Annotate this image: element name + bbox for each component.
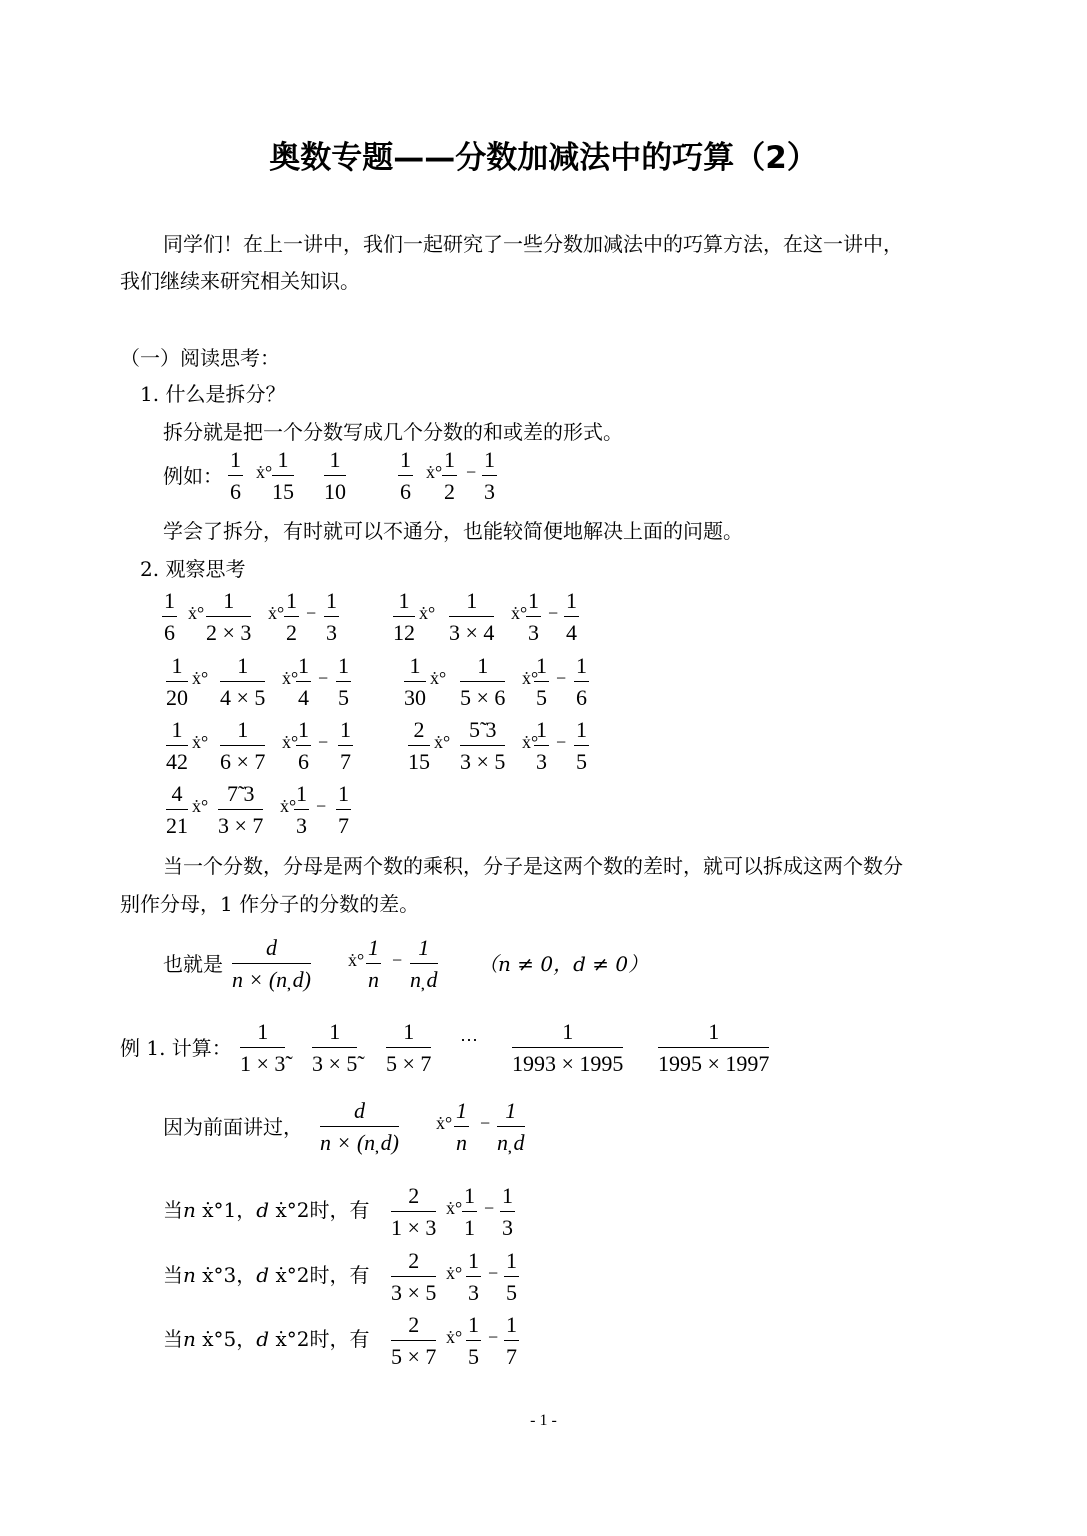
- operator: −: [488, 1327, 499, 1347]
- section-heading: （一）阅读思考：: [120, 346, 280, 370]
- when-row-3: 当n ẋ°5，d ẋ°2时，有: [163, 1327, 370, 1351]
- fraction-bar: [220, 681, 265, 682]
- fraction: [504, 1249, 519, 1305]
- fraction-bar: [272, 475, 294, 476]
- numerator: 1: [466, 588, 478, 613]
- page-title: 奥数专题——分数加减法中的巧算（2）: [269, 140, 818, 176]
- numerator: 7̃ 3: [226, 781, 255, 806]
- denominator: 5: [506, 1280, 517, 1305]
- numerator: 1: [444, 447, 455, 472]
- fraction-bar: [312, 1047, 357, 1048]
- numerator: 1: [468, 1312, 479, 1337]
- denominator: 3 × 5̃: [312, 1051, 358, 1076]
- fraction-bar: [324, 616, 339, 617]
- conclusion-line-2: 别作分母，1 作分子的分数的差。: [120, 892, 420, 916]
- fraction-bar: [482, 475, 497, 476]
- numerator: 1: [409, 653, 421, 678]
- numerator: 2: [408, 1183, 420, 1208]
- fraction: [410, 936, 438, 992]
- fraction-bar: [366, 963, 381, 964]
- fraction: [220, 654, 265, 710]
- operator: −: [556, 732, 567, 752]
- fraction-bar: [218, 809, 263, 810]
- fraction: [162, 589, 177, 645]
- operator: −: [548, 603, 559, 623]
- fraction: [500, 1184, 515, 1240]
- fraction-bar: [410, 963, 438, 964]
- operator: ẋ°: [280, 796, 297, 816]
- denominator: 6 × 7: [220, 749, 266, 774]
- operator: −: [466, 462, 477, 482]
- q1-note: 学会了拆分，有时就可以不通分，也能较简便地解决上面的问题。: [163, 519, 743, 543]
- denominator: 30: [404, 685, 426, 710]
- numerator: d: [354, 1098, 365, 1123]
- numerator: 1: [338, 653, 349, 678]
- denominator: n̦ d: [410, 967, 438, 992]
- fraction-bar: [454, 1126, 469, 1127]
- operator: −: [318, 732, 329, 752]
- operator: −: [480, 1113, 491, 1133]
- fraction: [338, 718, 353, 774]
- denominator: 15: [272, 479, 294, 504]
- numerator: 1: [277, 447, 289, 472]
- operator: ẋ°: [522, 668, 539, 688]
- numerator: 1: [286, 588, 297, 613]
- fraction: [526, 589, 541, 645]
- numerator: 1: [418, 935, 430, 960]
- operator: ẋ°: [446, 1198, 463, 1218]
- fraction-bar: [497, 1126, 525, 1127]
- fraction-bar: [526, 616, 541, 617]
- question-1: 1. 什么是拆分？: [140, 382, 286, 406]
- ellipsis: ⋯: [460, 1030, 478, 1050]
- denominator: 12: [393, 620, 415, 645]
- fraction-bar: [574, 681, 589, 682]
- numerator: 1: [338, 781, 349, 806]
- denominator: 6: [576, 685, 587, 710]
- numerator: 1: [223, 588, 235, 613]
- fraction-bar: [232, 963, 311, 964]
- denominator: 5 × 7: [391, 1344, 437, 1369]
- fraction-bar: [404, 681, 426, 682]
- denominator: 21: [166, 813, 188, 838]
- denominator: 5 × 7: [386, 1051, 432, 1076]
- numerator: 1: [477, 653, 489, 678]
- numerator: 1: [171, 653, 183, 678]
- fraction: [391, 1313, 436, 1369]
- fraction: [166, 718, 188, 774]
- operator: ẋ°: [188, 603, 205, 623]
- operator: ẋ°: [511, 603, 528, 623]
- denominator: 3: [326, 620, 337, 645]
- denominator: 5: [576, 749, 587, 774]
- denominator: 3: [296, 813, 307, 838]
- numerator: 1: [400, 447, 411, 472]
- numerator: 1: [506, 1248, 517, 1273]
- numerator: 5̃ 3: [468, 717, 497, 742]
- denominator: 3 × 5: [460, 749, 506, 774]
- denominator: 5 × 6: [460, 685, 506, 710]
- denominator: 2: [286, 620, 297, 645]
- page-number: - 1 -: [530, 1412, 557, 1429]
- fraction-bar: [564, 616, 579, 617]
- fraction-bar: [574, 745, 589, 746]
- fraction-bar: [658, 1047, 769, 1048]
- fraction: [386, 1020, 431, 1076]
- intro-line-1: 同学们！在上一讲中，我们一起研究了一些分数加减法中的巧算方法，在这一讲中，: [163, 232, 903, 256]
- numerator: 1: [506, 1312, 517, 1337]
- numerator: 1: [484, 447, 495, 472]
- also-label: 也就是: [163, 952, 223, 976]
- denominator: 3: [484, 479, 495, 504]
- denominator: 5: [338, 685, 349, 710]
- because-label: 因为前面讲过，: [163, 1115, 303, 1139]
- numerator: 1: [566, 588, 577, 613]
- operator: −: [556, 668, 567, 688]
- fraction: [240, 1020, 285, 1076]
- fraction: [232, 936, 311, 992]
- fraction-bar: [338, 745, 353, 746]
- fraction: [466, 1313, 481, 1369]
- operator: ẋ°: [446, 1327, 463, 1347]
- definition: 拆分就是把一个分数写成几个分数的和或差的形式。: [163, 420, 623, 444]
- fraction-bar: [408, 745, 430, 746]
- fraction: [408, 718, 430, 774]
- denominator: n: [368, 967, 379, 992]
- numerator: 1: [164, 588, 175, 613]
- fraction-bar: [296, 681, 311, 682]
- fraction-bar: [296, 745, 311, 746]
- fraction-bar: [220, 745, 265, 746]
- fraction-bar: [391, 1340, 436, 1341]
- fraction: [442, 448, 457, 504]
- fraction-bar: [386, 1047, 431, 1048]
- fraction-bar: [534, 681, 549, 682]
- fraction-bar: [166, 809, 188, 810]
- fraction-bar: [336, 681, 351, 682]
- numerator: 1: [562, 1019, 574, 1044]
- fraction: [366, 936, 381, 992]
- fraction-bar: [320, 1126, 399, 1127]
- operator: −: [316, 796, 327, 816]
- operator: −: [318, 668, 329, 688]
- numerator: 1: [468, 1248, 479, 1273]
- numerator: 1: [230, 447, 241, 472]
- condition: （n ≠ 0，d ≠ 0）: [478, 952, 649, 976]
- operator: −: [392, 950, 403, 970]
- example-label: 例如：: [163, 464, 223, 488]
- denominator: 6: [400, 479, 411, 504]
- fraction: [574, 718, 589, 774]
- fraction: [391, 1184, 436, 1240]
- fraction-bar: [534, 745, 549, 746]
- fraction: [294, 782, 309, 838]
- numerator: 1: [329, 1019, 341, 1044]
- fraction: [534, 718, 549, 774]
- numerator: d: [266, 935, 277, 960]
- fraction-bar: [500, 1211, 515, 1212]
- numerator: 2: [408, 1312, 420, 1337]
- operator: ẋ°: [256, 462, 273, 482]
- numerator: 1: [403, 1019, 415, 1044]
- fraction-bar: [391, 1211, 436, 1212]
- fraction: [404, 654, 426, 710]
- fraction-bar: [512, 1047, 623, 1048]
- denominator: n × (n̦ d): [320, 1130, 399, 1155]
- fraction: [564, 589, 579, 645]
- numerator: 1: [536, 717, 547, 742]
- fraction-bar: [466, 1340, 481, 1341]
- fraction-bar: [442, 475, 457, 476]
- fraction: [218, 782, 263, 838]
- fraction-bar: [336, 809, 351, 810]
- fraction: [574, 654, 589, 710]
- numerator: 1: [296, 781, 307, 806]
- operator: ẋ°: [192, 796, 209, 816]
- fraction: [462, 1184, 477, 1240]
- fraction-bar: [294, 809, 309, 810]
- numerator: 1: [464, 1183, 475, 1208]
- fraction-bar: [462, 1211, 477, 1212]
- fraction-bar: [398, 475, 413, 476]
- operator: ẋ°: [419, 603, 436, 623]
- denominator: 5: [536, 685, 547, 710]
- operator: ẋ°: [434, 732, 451, 752]
- numerator: 1: [708, 1019, 720, 1044]
- denominator: 3 × 4: [449, 620, 495, 645]
- fraction-bar: [228, 475, 243, 476]
- fraction: [272, 448, 294, 504]
- operator: −: [484, 1198, 495, 1218]
- when-row-1: 当n ẋ°1，d ẋ°2时，有: [163, 1198, 370, 1222]
- fraction: [497, 1099, 525, 1155]
- operator: ẋ°: [192, 668, 209, 688]
- fraction: [482, 448, 497, 504]
- intro-line-2: 我们继续来研究相关知识。: [120, 269, 360, 293]
- fraction: [312, 1020, 357, 1076]
- fraction: [460, 718, 505, 774]
- operator: ẋ°: [282, 668, 299, 688]
- numerator: 1: [237, 717, 249, 742]
- fraction-bar: [240, 1047, 285, 1048]
- fraction: [220, 718, 265, 774]
- denominator: n × (n̦ d): [232, 967, 311, 992]
- numerator: 1: [368, 935, 379, 960]
- denominator: 42: [166, 749, 188, 774]
- numerator: 4: [171, 781, 183, 806]
- operator: ẋ°: [522, 732, 539, 752]
- fraction-bar: [466, 1276, 481, 1277]
- numerator: 1: [505, 1098, 517, 1123]
- denominator: 4: [298, 685, 309, 710]
- operator: ẋ°: [446, 1263, 463, 1283]
- numerator: 1: [576, 717, 587, 742]
- fraction: [296, 654, 311, 710]
- fraction-bar: [166, 681, 188, 682]
- denominator: n: [456, 1130, 467, 1155]
- denominator: 20: [166, 685, 188, 710]
- numerator: 1: [398, 588, 410, 613]
- fraction-bar: [284, 616, 299, 617]
- fraction: [398, 448, 413, 504]
- fraction: [393, 589, 415, 645]
- denominator: 3 × 7: [218, 813, 264, 838]
- denominator: 15: [408, 749, 430, 774]
- example-1-label: 例 1. 计算：: [120, 1036, 232, 1060]
- denominator: n̦ d: [497, 1130, 525, 1155]
- denominator: 6: [164, 620, 175, 645]
- denominator: 7: [338, 813, 349, 838]
- denominator: 7: [340, 749, 351, 774]
- denominator: 3: [502, 1215, 513, 1240]
- denominator: 3: [536, 749, 547, 774]
- denominator: 1 × 3: [391, 1215, 437, 1240]
- fraction: [534, 654, 549, 710]
- when-row-2: 当n ẋ°3，d ẋ°2时，有: [163, 1263, 370, 1287]
- fraction-bar: [391, 1276, 436, 1277]
- fraction: [466, 1249, 481, 1305]
- numerator: 1: [502, 1183, 513, 1208]
- fraction-bar: [393, 616, 415, 617]
- numerator: 1: [329, 447, 341, 472]
- denominator: 7: [506, 1344, 517, 1369]
- question-2: 2. 观察思考: [140, 557, 246, 581]
- denominator: 6: [298, 749, 309, 774]
- fraction: [336, 654, 351, 710]
- numerator: 1: [340, 717, 351, 742]
- numerator: 1: [171, 717, 183, 742]
- fraction-bar: [460, 681, 505, 682]
- denominator: 3 × 5: [391, 1280, 437, 1305]
- numerator: 2: [413, 717, 425, 742]
- operator: −: [488, 1263, 499, 1283]
- denominator: 2: [444, 479, 455, 504]
- numerator: 1: [237, 653, 249, 678]
- fraction: [460, 654, 505, 710]
- numerator: 1: [298, 717, 309, 742]
- denominator: 10: [324, 479, 346, 504]
- fraction-bar: [449, 616, 494, 617]
- fraction-bar: [166, 745, 188, 746]
- fraction: [391, 1249, 436, 1305]
- numerator: 1: [257, 1019, 269, 1044]
- fraction: [166, 782, 188, 838]
- operator: ẋ°: [426, 462, 443, 482]
- denominator: 1993 × 1995: [512, 1051, 624, 1076]
- operator: ẋ°: [282, 732, 299, 752]
- fraction: [336, 782, 351, 838]
- fraction: [504, 1313, 519, 1369]
- fraction-bar: [504, 1340, 519, 1341]
- numerator: 2: [408, 1248, 420, 1273]
- denominator: 4: [566, 620, 577, 645]
- operator: ẋ°: [192, 732, 209, 752]
- operator: ẋ°: [348, 950, 365, 970]
- denominator: 1 × 3̃: [240, 1051, 286, 1076]
- numerator: 1: [528, 588, 539, 613]
- conclusion-line-1: 当一个分数，分母是两个数的乘积，分子是这两个数的差时，就可以拆成这两个数分: [163, 854, 903, 878]
- fraction: [512, 1020, 623, 1076]
- fraction: [658, 1020, 769, 1076]
- fraction-bar: [162, 616, 177, 617]
- numerator: 1: [456, 1098, 467, 1123]
- operator: ẋ°: [268, 603, 285, 623]
- fraction: [296, 718, 311, 774]
- fraction: [324, 448, 346, 504]
- denominator: 6: [230, 479, 241, 504]
- fraction: [284, 589, 299, 645]
- denominator: 5: [468, 1344, 479, 1369]
- fraction-bar: [504, 1276, 519, 1277]
- denominator: 2 × 3: [206, 620, 252, 645]
- fraction-bar: [206, 616, 251, 617]
- operator: ẋ°: [436, 1113, 453, 1133]
- fraction: [166, 654, 188, 710]
- numerator: 1: [576, 653, 587, 678]
- numerator: 1: [326, 588, 337, 613]
- operator: ẋ°: [430, 668, 447, 688]
- denominator: 4 × 5: [220, 685, 266, 710]
- fraction-bar: [460, 745, 505, 746]
- denominator: 1: [464, 1215, 475, 1240]
- denominator: 3: [468, 1280, 479, 1305]
- operator: −: [306, 603, 317, 623]
- fraction-bar: [324, 475, 346, 476]
- numerator: 1: [298, 653, 309, 678]
- fraction: [324, 589, 339, 645]
- denominator: 3: [528, 620, 539, 645]
- fraction: [206, 589, 251, 645]
- denominator: 1995 × 1997: [658, 1051, 770, 1076]
- fraction: [320, 1099, 399, 1155]
- fraction: [449, 589, 494, 645]
- numerator: 1: [536, 653, 547, 678]
- fraction: [454, 1099, 469, 1155]
- fraction: [228, 448, 243, 504]
